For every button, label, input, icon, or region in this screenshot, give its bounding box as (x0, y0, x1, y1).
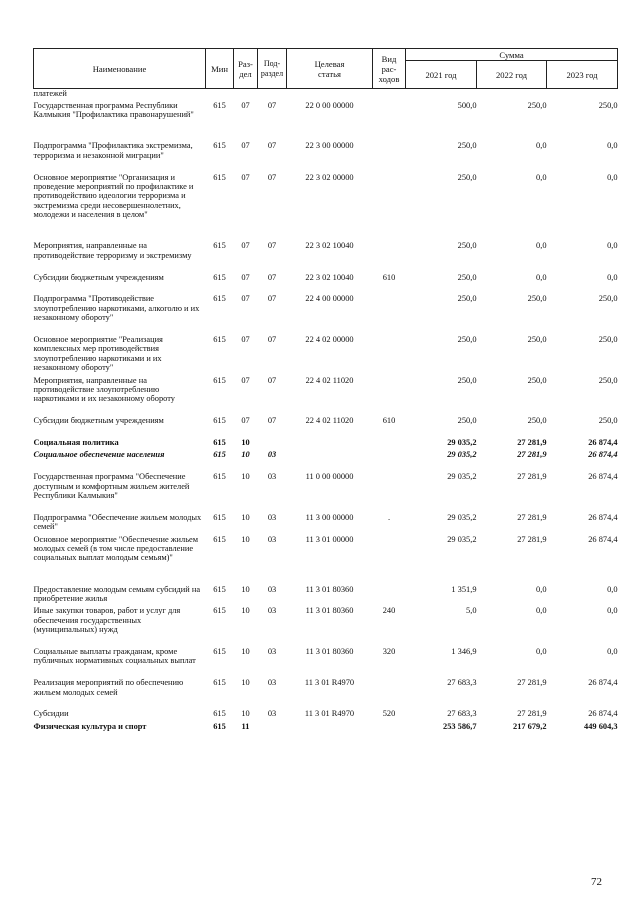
row-target: 22 4 02 11020 (305, 375, 354, 385)
row-target: 11 3 01 00000 (305, 534, 354, 544)
budget-table (33, 48, 618, 734)
row-target (287, 89, 373, 101)
row-podrazdel: 07 (267, 172, 277, 182)
row-min: 615 (213, 416, 226, 426)
row-sum-2021: 250,0 (457, 416, 477, 426)
row-razdel: 10 (241, 472, 250, 482)
row-podrazdel: 03 (267, 512, 277, 522)
row-sum-2023: 26 874,4 (588, 678, 618, 688)
table-row (34, 173, 618, 242)
row-sum-2021: 250,0 (457, 375, 477, 385)
row-name: Субсидии (33, 709, 69, 719)
row-min: 615 (213, 450, 226, 460)
row-vid (373, 376, 406, 417)
row-sum-2023: 250,0 (598, 294, 618, 304)
row-razdel: 10 (241, 450, 250, 460)
row-sum-2021: 253 586,7 (443, 721, 477, 731)
row-razdel: 07 (241, 141, 250, 151)
row-vid (373, 585, 406, 607)
row-sum-2023: 0,0 (607, 606, 618, 616)
row-sum-2022: 0,0 (536, 241, 547, 251)
row-sum-2022: 250,0 (527, 100, 547, 110)
table-body (34, 89, 618, 735)
row-vid (373, 438, 406, 450)
header-min: Мин (206, 49, 234, 89)
row-sum-2021: 250,0 (457, 241, 477, 251)
row-vid: 610 (382, 272, 396, 282)
row-sum-2023: 0,0 (607, 584, 618, 594)
row-sum-2022: 250,0 (527, 375, 547, 385)
row-podrazdel (258, 438, 287, 450)
row-razdel: 10 (241, 584, 250, 594)
row-podrazdel: 07 (267, 100, 277, 110)
row-sum-2021: 250,0 (457, 294, 477, 304)
row-sum-2023: 0,0 (607, 172, 618, 182)
row-vid (373, 89, 406, 101)
row-vid: 610 (382, 416, 396, 426)
row-name: Социальная политика (33, 438, 119, 448)
row-sum-2023: 250,0 (598, 375, 618, 385)
table-row (34, 241, 618, 272)
row-sum-2021: 29 035,2 (447, 450, 477, 460)
table-row (34, 606, 618, 647)
row-vid: 320 (382, 647, 396, 656)
header-target: Целевая статья (287, 49, 373, 89)
table-row (34, 89, 618, 101)
row-min: 615 (213, 606, 226, 616)
row-target: 22 3 02 10040 (305, 272, 354, 282)
row-sum-2022: 27 281,9 (517, 438, 547, 448)
row-sum-2022: 0,0 (536, 272, 547, 282)
row-sum-2023: 26 874,4 (588, 438, 618, 448)
row-min: 615 (213, 375, 226, 385)
row-target: 22 4 02 00000 (305, 335, 354, 345)
row-sum-2022: 27 281,9 (517, 678, 547, 688)
row-name: Субсидии бюджетным учреждениям (33, 416, 164, 426)
row-podrazdel: 03 (267, 450, 277, 460)
row-sum-2021: 5,0 (466, 606, 477, 616)
row-podrazdel: 07 (267, 375, 277, 385)
row-razdel: 07 (241, 375, 250, 385)
row-name: Государственная программа "Обеспечение доступным и комфортным жильем жителей Республики Калмыкия" (33, 472, 190, 501)
row-target (287, 450, 373, 472)
row-sum-2023: 26 874,4 (588, 709, 618, 719)
table-row (34, 647, 618, 678)
table-header (34, 49, 618, 89)
row-podrazdel: 07 (267, 294, 277, 304)
row-min: 615 (213, 721, 226, 731)
row-name: Основное мероприятие "Реализация комплексных мер противодействия злоупотреблению наркотиками и их незаконному обороту" (33, 335, 163, 373)
row-sum-2022: 27 281,9 (517, 472, 547, 482)
row-sum-2022: 0,0 (536, 584, 547, 594)
table-row (34, 585, 618, 607)
row-name: Социальные выплаты гражданам, кроме публичных нормативных социальных выплат (33, 647, 196, 666)
table-row (34, 141, 618, 172)
row-razdel: 10 (241, 709, 250, 719)
table-row (34, 335, 618, 376)
row-sum-2022: 0,0 (536, 141, 547, 151)
table-row (34, 273, 618, 295)
row-min: 615 (213, 272, 226, 282)
row-name: платежей (33, 89, 67, 98)
row-sum-2022: 250,0 (527, 335, 547, 345)
row-sum-2022: 27 281,9 (517, 512, 547, 522)
table-row (34, 513, 618, 535)
row-sum-2022: 27 281,9 (517, 709, 547, 719)
row-target (287, 722, 373, 734)
table-row (34, 472, 618, 513)
row-vid (373, 241, 406, 272)
row-target: 11 3 01 80360 (305, 647, 354, 656)
row-sum-2021: 500,0 (457, 100, 477, 110)
row-sum-2023: 0,0 (607, 141, 618, 151)
row-razdel: 11 (241, 721, 250, 731)
row-name: Основное мероприятие "Обеспечение жильем молодых семей (в том числе предоставление социальных выплат молодым семьям)" (33, 534, 199, 563)
row-sum-2021: 27 683,3 (447, 709, 477, 719)
table-row (34, 101, 618, 142)
header-year-2022: 2022 год (477, 61, 547, 89)
row-sum-2023: 250,0 (598, 100, 618, 110)
row-sum-2023 (547, 89, 618, 101)
row-sum-2022: 27 281,9 (517, 450, 547, 460)
row-name: Субсидии бюджетным учреждениям (33, 272, 164, 282)
row-sum-2023: 0,0 (607, 241, 618, 251)
table-row (34, 416, 618, 438)
row-target: 22 0 00 00000 (305, 100, 354, 110)
table-row (34, 294, 618, 335)
row-podrazdel: 07 (267, 416, 277, 426)
row-sum-2021: 250,0 (457, 141, 477, 151)
row-target: 11 0 00 00000 (305, 472, 354, 482)
row-name: Государственная программа Республики Калмыкия "Профилактика правонарушений" (33, 100, 194, 120)
row-name: Иные закупки товаров, работ и услуг для обеспечения государственных (муниципальных) нужд (33, 606, 181, 635)
header-name: Наименование (34, 49, 206, 89)
row-min: 615 (213, 472, 226, 482)
row-podrazdel: 03 (267, 678, 277, 688)
row-sum-2022: 250,0 (527, 416, 547, 426)
row-min: 615 (213, 584, 226, 594)
table-row (34, 722, 618, 734)
row-razdel: 10 (241, 678, 250, 688)
row-sum-2023: 250,0 (598, 335, 618, 345)
row-sum-2021: 27 683,3 (447, 678, 477, 688)
table-row (34, 678, 618, 709)
header-vid: Вид рас- ходов (373, 49, 406, 89)
row-podrazdel: 07 (267, 141, 277, 151)
row-min: 615 (213, 678, 226, 688)
row-target: 11 3 01 R4970 (304, 709, 355, 719)
row-sum-2021: 250,0 (457, 272, 477, 282)
row-min: 615 (213, 709, 226, 719)
row-min: 615 (213, 534, 226, 544)
row-min: 615 (213, 438, 226, 448)
row-razdel: 07 (241, 335, 250, 345)
row-sum-2021: 29 035,2 (447, 512, 477, 522)
row-min: 615 (213, 335, 226, 345)
row-sum-2022: 0,0 (536, 647, 547, 656)
row-vid (373, 722, 406, 734)
row-target: 22 4 02 11020 (305, 416, 354, 426)
row-name: Подпрограмма "Противодействие злоупотреблению наркотиками, алкоголю и их незаконному обороту" (33, 294, 200, 323)
row-target: 22 3 02 10040 (305, 241, 354, 251)
row-sum-2021: 29 035,2 (447, 472, 477, 482)
row-podrazdel: 07 (267, 335, 277, 345)
row-podrazdel: 03 (267, 606, 277, 616)
row-sum-2023: 449 604,3 (584, 721, 618, 731)
header-razdel: Раз- дел (234, 49, 258, 89)
row-razdel: 10 (241, 647, 250, 656)
row-vid: 240 (382, 606, 396, 616)
row-min: 615 (213, 172, 226, 182)
row-podrazdel (258, 722, 287, 734)
row-sum-2021: 29 035,2 (447, 534, 477, 544)
row-sum-2022: 0,0 (536, 172, 547, 182)
row-sum-2022: 217 679,2 (513, 721, 547, 731)
row-razdel: 10 (241, 438, 250, 448)
row-razdel: 07 (241, 241, 250, 251)
row-target: 11 3 01 R4970 (304, 678, 355, 688)
row-razdel: 07 (241, 294, 250, 304)
table-row (34, 450, 618, 472)
row-vid (373, 535, 406, 585)
row-min: 615 (213, 100, 226, 110)
header-year-2023: 2023 год (547, 61, 618, 89)
row-name: Подпрограмма "Профилактика экстремизма, терроризма и незаконной миграции" (33, 141, 193, 160)
row-podrazdel (258, 89, 287, 101)
row-vid (373, 472, 406, 513)
row-name: Основное мероприятие "Организация и проведение мероприятий по профилактике и противодействию идеологии терроризма и экстремизма среди несовершеннолетних, молодежи и населения в целом" (33, 172, 194, 220)
row-sum-2022: 27 281,9 (517, 534, 547, 544)
row-sum-2022 (477, 89, 547, 101)
row-min: 615 (213, 141, 226, 151)
row-vid (373, 173, 406, 242)
row-podrazdel: 07 (267, 272, 277, 282)
row-name: Социальное обеспечение населения (33, 450, 165, 460)
row-name: Мероприятия, направленные на противодействие терроризму и экстремизму (33, 241, 192, 260)
row-podrazdel: 03 (267, 472, 277, 482)
row-name: Физическая культура и спорт (33, 721, 147, 731)
row-sum-2022: 0,0 (536, 606, 547, 616)
row-vid: . (387, 512, 391, 522)
row-target: 11 3 01 80360 (305, 606, 354, 616)
row-razdel (234, 89, 258, 101)
row-min: 615 (213, 294, 226, 304)
row-target: 11 3 00 00000 (305, 512, 354, 522)
row-sum-2021: 29 035,2 (447, 438, 477, 448)
row-target (287, 438, 373, 450)
header-year-2021: 2021 год (406, 61, 477, 89)
table-row (34, 709, 618, 721)
row-sum-2022: 250,0 (527, 294, 547, 304)
row-sum-2021 (406, 89, 477, 101)
row-name: Реализация мероприятий по обеспечению жильем молодых семей (33, 678, 184, 697)
table-row (34, 376, 618, 417)
row-razdel: 10 (241, 534, 250, 544)
row-vid (373, 678, 406, 709)
row-sum-2023: 26 874,4 (588, 534, 618, 544)
row-target: 22 4 00 00000 (305, 294, 354, 304)
row-min (206, 89, 234, 101)
table-row (34, 438, 618, 450)
row-target: 22 3 02 00000 (305, 172, 354, 182)
row-razdel: 07 (241, 172, 250, 182)
row-sum-2023: 250,0 (598, 416, 618, 426)
row-sum-2021: 250,0 (457, 335, 477, 345)
row-podrazdel: 03 (267, 647, 277, 656)
row-sum-2021: 250,0 (457, 172, 477, 182)
row-min: 615 (213, 512, 226, 522)
header-summa: Сумма (406, 49, 618, 61)
row-razdel: 07 (241, 272, 250, 282)
row-razdel: 10 (241, 512, 250, 522)
row-podrazdel: 03 (267, 534, 277, 544)
row-sum-2023: 26 874,4 (588, 472, 618, 482)
row-vid: 520 (382, 709, 396, 719)
row-sum-2021: 1 351,9 (451, 584, 477, 594)
row-vid (373, 335, 406, 376)
row-podrazdel: 03 (267, 584, 277, 594)
table-row (34, 535, 618, 585)
row-podrazdel: 07 (267, 241, 277, 251)
row-target: 22 3 00 00000 (305, 141, 354, 151)
row-sum-2023: 26 874,4 (588, 450, 618, 460)
row-name: Мероприятия, направленные на противодействие злоупотреблению наркотиками и их незаконному обороту (33, 375, 175, 404)
row-min: 615 (213, 647, 226, 656)
row-name: Подпрограмма "Обеспечение жильем молодых семей" (33, 512, 202, 532)
row-razdel: 07 (241, 100, 250, 110)
header-podrazdel: Под- раздел (258, 49, 287, 89)
row-vid (373, 141, 406, 172)
row-target: 11 3 01 80360 (305, 584, 354, 594)
row-sum-2023: 26 874,4 (588, 512, 618, 522)
row-razdel: 07 (241, 416, 250, 426)
row-sum-2023: 0,0 (607, 272, 618, 282)
row-vid (373, 294, 406, 335)
row-vid (373, 450, 406, 472)
row-sum-2021: 1 346,9 (451, 647, 477, 656)
row-vid (373, 101, 406, 142)
row-sum-2023: 0,0 (607, 647, 618, 656)
row-razdel: 10 (241, 606, 250, 616)
row-podrazdel: 03 (267, 709, 277, 719)
row-name: Предоставление молодым семьям субсидий на приобретение жилья (33, 584, 201, 604)
row-min: 615 (213, 241, 226, 251)
page-number: 72 (591, 876, 602, 888)
